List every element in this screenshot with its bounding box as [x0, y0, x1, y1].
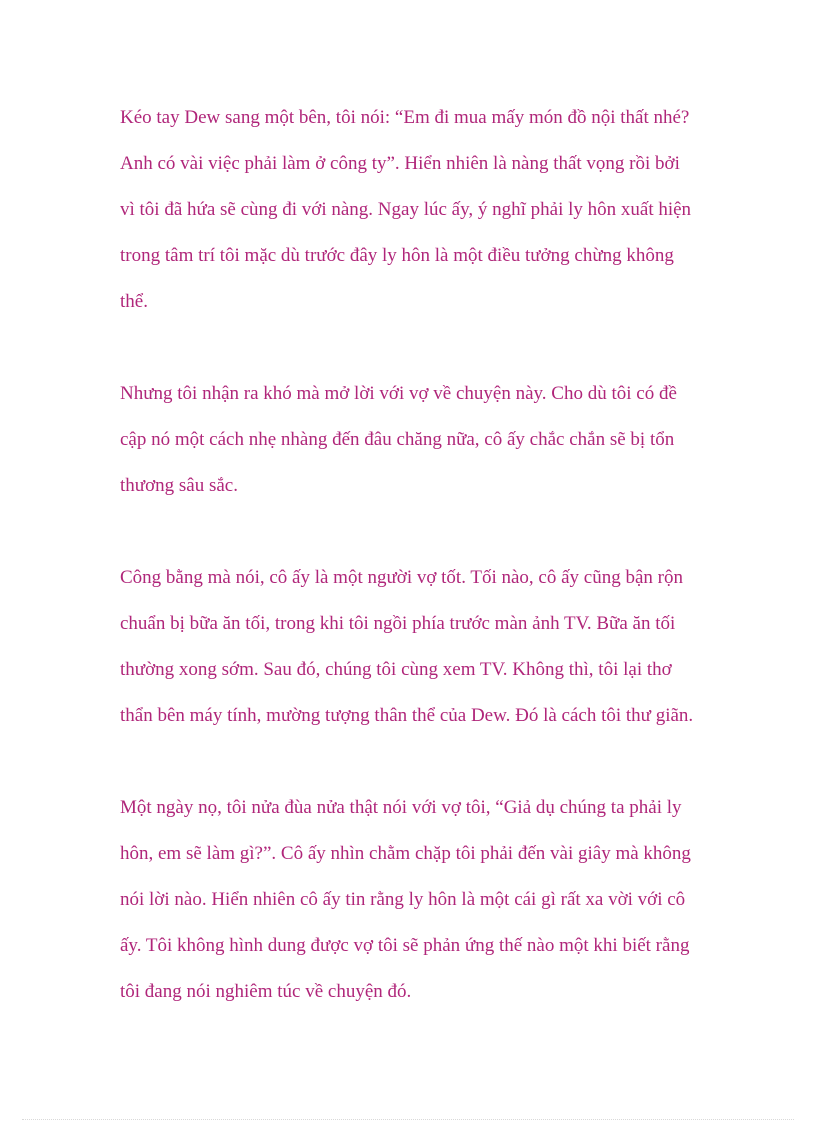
- paragraph-2: Nhưng tôi nhận ra khó mà mở lời với vợ về chuyện này. Cho dù tôi có đề cập nó một cách nhẹ nhàng đến đâu chăng nữa, cô ấy chắc chắn sẽ bị tổn thương sâu sắc.: [120, 383, 677, 496]
- paragraph-1: Kéo tay Dew sang một bên, tôi nói: “Em đi mua mấy món đồ nội thất nhé? Anh có vài việc phải làm ở công ty”. Hiển nhiên là nàng thất vọng rồi bởi vì tôi đã hứa sẽ cùng đi với nàng. Ngay lúc ấy, ý nghĩ phải ly hôn xuất hiện trong tâm trí tôi mặc dù trước đây ly hôn là một điều tưởng chừng không thể.: [120, 107, 692, 312]
- page-bottom-divider: [22, 1119, 794, 1120]
- paragraph-3: Công bằng mà nói, cô ấy là một người vợ tốt. Tối nào, cô ấy cũng bận rộn chuẩn bị bữa ăn tối, trong khi tôi ngồi phía trước màn ảnh TV. Bữa ăn tối thường xong sớm. Sau đó, chúng tôi cùng xem TV. Không thì, tôi lại thơ thẩn bên máy tính, mường tượng thân thể của Dew. Đó là cách tôi thư giãn.: [120, 567, 694, 726]
- paragraph-4: Một ngày nọ, tôi nửa đùa nửa thật nói với vợ tôi, “Giả dụ chúng ta phải ly hôn, em sẽ làm gì?”. Cô ấy nhìn chằm chặp tôi phải đến vài giây mà không nói lời nào. Hiển nhiên cô ấy tin rằng ly hôn là một cái gì rất xa vời với cô ấy. Tôi không hình dung được vợ tôi sẽ phản ứng thế nào một khi biết rằng tôi đang nói nghiêm túc về chuyện đó.: [120, 797, 691, 1002]
